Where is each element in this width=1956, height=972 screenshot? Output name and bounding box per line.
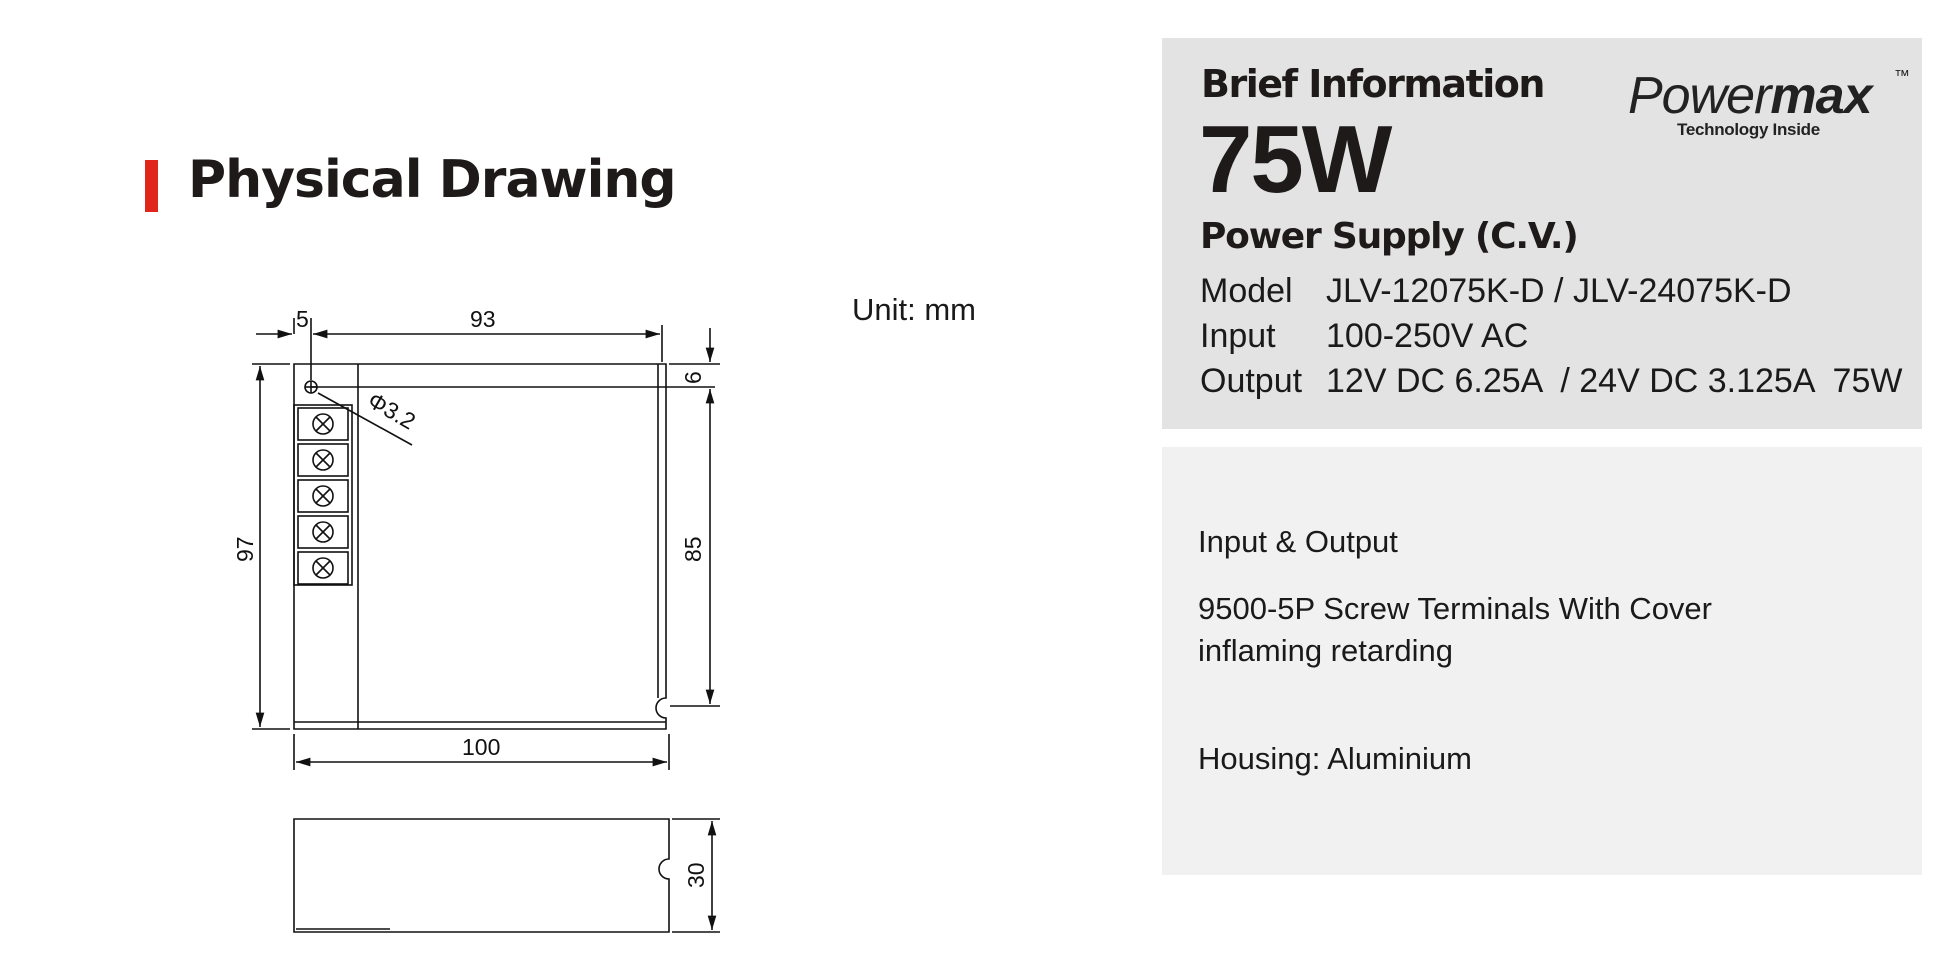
dim-6: 6 [680, 371, 706, 384]
spec-row-model [1200, 272, 1792, 311]
section-title: Physical Drawing [188, 150, 676, 210]
dim-5: 5 [296, 306, 309, 332]
top-view-outline [294, 364, 666, 729]
spec-key: Output [1200, 362, 1303, 400]
dim-93: 93 [470, 306, 496, 332]
spec-key: Input [1200, 317, 1276, 355]
dim-30: 30 [683, 862, 709, 888]
spec-row-output [1200, 362, 1902, 401]
housing-text: Housing: Aluminium [1198, 741, 1472, 776]
spec-value: 100-250V AC [1326, 317, 1529, 355]
spec-value: 12V DC 6.25A / 24V DC 3.125A 75W [1326, 362, 1903, 400]
brand-name-bold: max [1770, 67, 1872, 125]
io-heading: Input & Output [1198, 524, 1398, 559]
terminals-line-2: inflaming retarding [1198, 633, 1454, 668]
brand-trademark: ™ [1894, 68, 1910, 85]
dim-97: 97 [232, 536, 258, 562]
brand-name-light: Power [1628, 67, 1771, 125]
dim-100: 100 [462, 734, 501, 760]
terminal-screws [313, 414, 333, 578]
unit-label: Unit: mm [852, 292, 976, 327]
terminals-line-1: 9500-5P Screw Terminals With Cover [1198, 591, 1712, 626]
dim-85: 85 [680, 536, 706, 562]
wattage-heading: 75W [1199, 106, 1391, 213]
side-view-outline [294, 819, 669, 932]
brief-info-title: Brief Information [1201, 62, 1544, 106]
spec-row-input [1200, 317, 1528, 356]
spec-value: JLV-12075K-D / JLV-24075K-D [1326, 272, 1792, 310]
brand-logo [1628, 66, 1871, 126]
brand-tagline: Technology Inside [1677, 120, 1820, 139]
dim-hole-diameter: Φ3.2 [363, 386, 421, 435]
product-subtitle: Power Supply (C.V.) [1200, 216, 1578, 257]
spec-key: Model [1200, 272, 1293, 310]
